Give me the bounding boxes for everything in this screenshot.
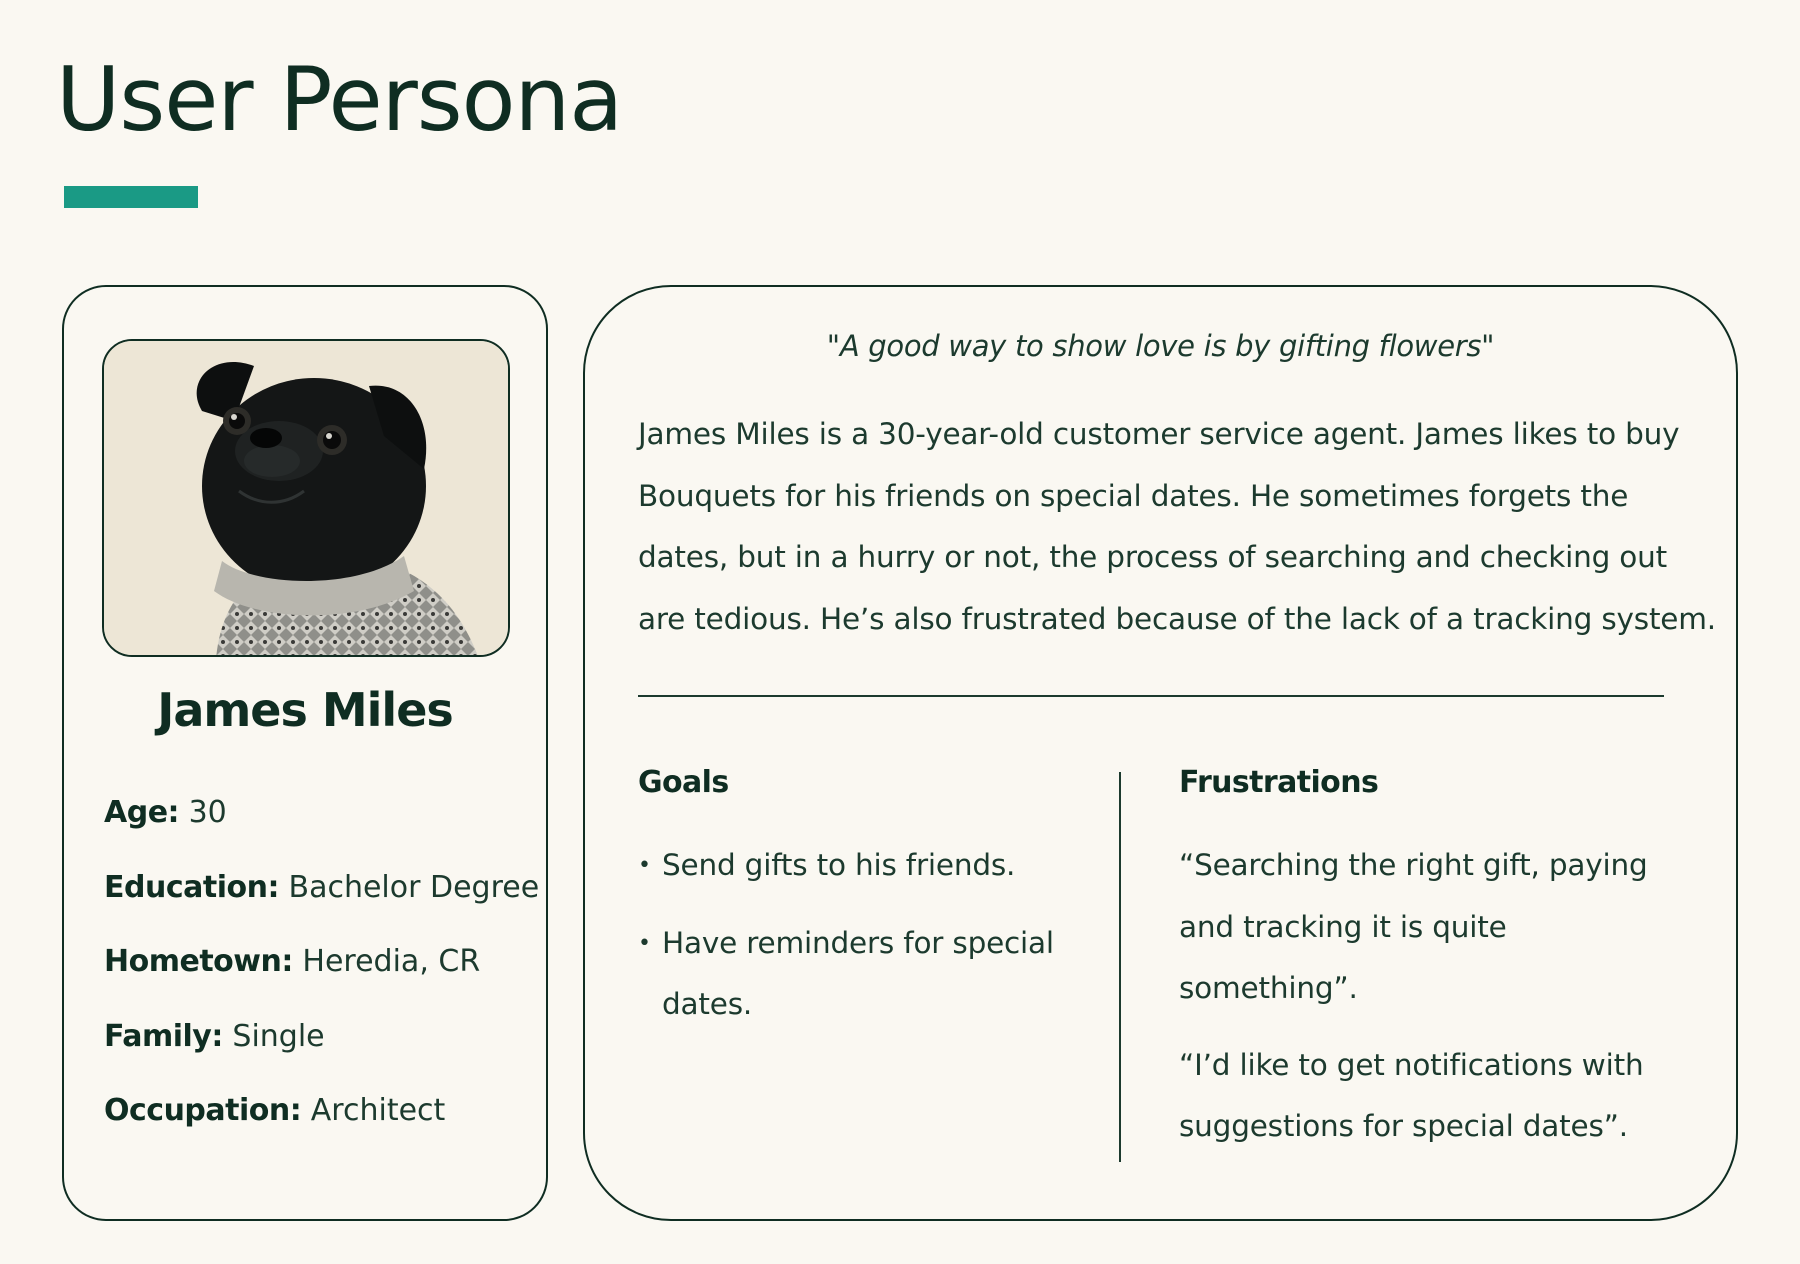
goal-item xyxy=(638,835,1078,897)
persona-photo xyxy=(102,339,510,657)
goals-heading: Goals xyxy=(638,765,729,800)
pug-in-sweater-photo-icon xyxy=(104,341,510,657)
bullet-icon: • xyxy=(638,930,651,956)
section-divider xyxy=(638,695,1664,697)
goal-text: Have reminders for special dates. xyxy=(662,925,1054,1021)
details-card xyxy=(583,285,1738,1221)
attribute-value: 30 xyxy=(188,795,227,830)
attribute-label: Education: xyxy=(104,869,279,905)
attribute-family xyxy=(104,1019,539,1094)
frustrations-heading: Frustrations xyxy=(1179,765,1379,800)
attribute-value: Architect xyxy=(310,1093,446,1128)
attribute-value: Bachelor Degree xyxy=(288,869,540,905)
goals-list xyxy=(638,835,1078,1052)
frustration-item: “I’d like to get notifications with suggestions for special dates”. xyxy=(1179,1047,1644,1143)
persona-bio: James Miles is a 30-year-old customer service agent. James likes to buy Bouquets for his friends on special dates. He sometimes forgets the dates, but in a hurry or not, the process of searching and checking out are tedious. He’s also frustrated because of the lack of a tracking system. xyxy=(638,417,1716,636)
attribute-label: Age: xyxy=(104,795,180,830)
title-accent-bar xyxy=(64,186,198,208)
persona-attributes xyxy=(104,795,539,1168)
attribute-age xyxy=(104,795,539,870)
attribute-value: Heredia, CR xyxy=(302,944,481,979)
persona-quote: "A good way to show love is by gifting flowers" xyxy=(826,329,1495,363)
attribute-hometown xyxy=(104,944,539,1019)
attribute-value: Single xyxy=(232,1018,325,1054)
column-divider xyxy=(1119,772,1121,1162)
attribute-occupation xyxy=(104,1093,539,1168)
attribute-label: Family: xyxy=(104,1018,223,1054)
frustrations-list xyxy=(1179,835,1679,1173)
frustration-item: “Searching the right gift, paying and tracking it is quite something”. xyxy=(1179,848,1648,1005)
goal-item xyxy=(638,913,1078,1036)
profile-card xyxy=(62,285,548,1221)
attribute-education xyxy=(104,870,539,945)
attribute-label: Hometown: xyxy=(104,944,293,979)
bullet-icon: • xyxy=(638,853,651,878)
page-title: User Persona xyxy=(56,48,623,151)
persona-name: James Miles xyxy=(157,683,453,737)
attribute-label: Occupation: xyxy=(104,1093,302,1128)
goal-text: Send gifts to his friends. xyxy=(662,848,1016,882)
